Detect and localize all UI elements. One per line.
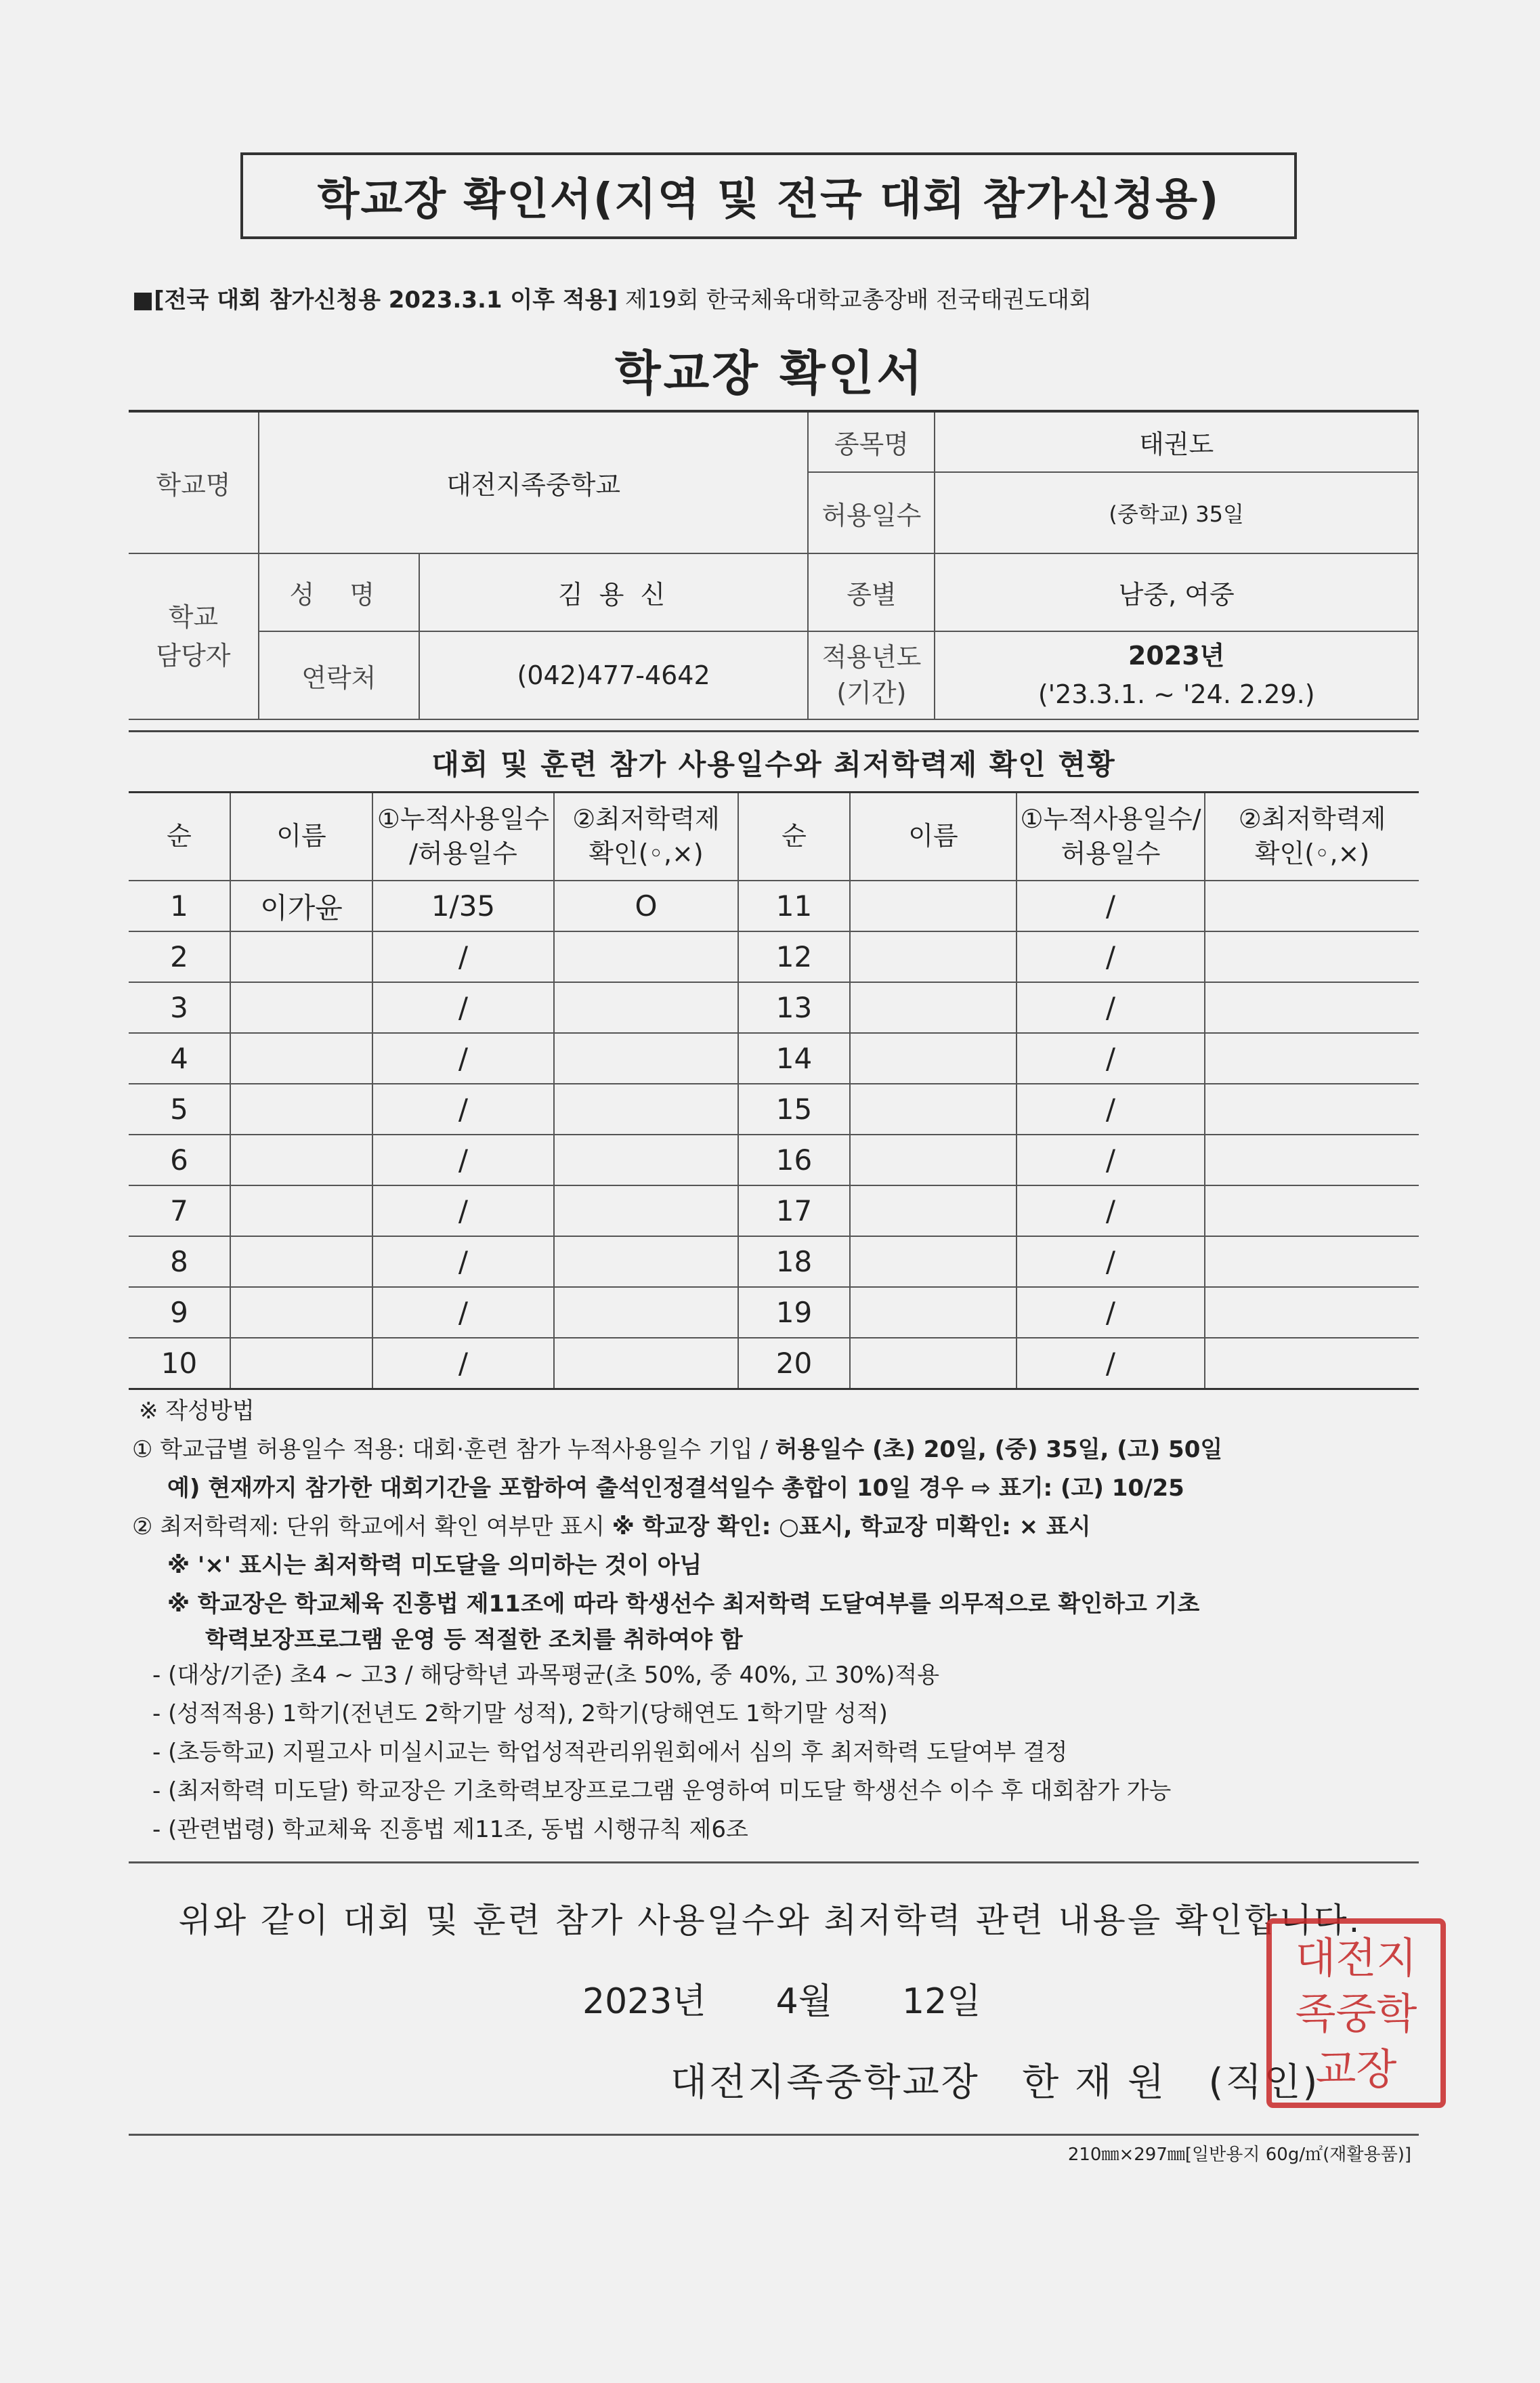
school-info-table (129, 410, 1419, 720)
row-check (554, 1236, 738, 1287)
row-days: / (1017, 1084, 1205, 1135)
header-name: 이름 (850, 793, 1017, 881)
row-no: 13 (738, 982, 850, 1033)
row-check (1205, 1185, 1419, 1236)
detail-2: - (성적적용) 1학기(전년도 2학기말 성적), 2학기(당해연도 1학기말 성적) (152, 1700, 888, 1727)
category-label: 종별 (808, 553, 935, 631)
row-no: 11 (738, 881, 850, 931)
signing-date (582, 1973, 981, 2023)
form-subheading (132, 281, 1092, 314)
school-name-value: 대전지족중학교 (259, 411, 809, 553)
row-days: / (1017, 1135, 1205, 1185)
year-value: 2023년 (1128, 641, 1225, 671)
note-1 (132, 1431, 1419, 1469)
row-check (554, 1135, 738, 1185)
row-no: 4 (129, 1033, 230, 1084)
row-no: 17 (738, 1185, 850, 1236)
school-name-label: 학교명 (129, 411, 259, 553)
document-title: 학교장 확인서 (614, 345, 926, 401)
row-days: / (1017, 982, 1205, 1033)
header-no: 순 (129, 793, 230, 881)
official-seal-text: 대전지족중학교장 (1295, 1933, 1417, 2094)
row-check (554, 1084, 738, 1135)
row-no: 18 (738, 1236, 850, 1287)
row-no: 6 (129, 1135, 230, 1185)
bottom-divider (129, 2134, 1419, 2136)
row-days: / (372, 1033, 554, 1084)
row-check (1205, 1084, 1419, 1135)
note-3: ※ '×' 표시는 최저학력 미도달을 의미하는 것이 아님 (167, 1552, 702, 1579)
manager-name-value: 김 용 신 (419, 553, 809, 631)
row-name (230, 1084, 372, 1135)
contact-value: (042)477-4642 (419, 631, 809, 719)
row-days: / (1017, 1287, 1205, 1338)
detail-3: - (초등학교) 지필고사 미실시교는 학업성적관리위원회에서 심의 후 최저학력 도달여부 결정 (152, 1739, 1068, 1766)
row-check (1205, 1287, 1419, 1338)
instructions (132, 1392, 1419, 1849)
row-days: / (1017, 1338, 1205, 1389)
row-name (230, 1236, 372, 1287)
usage-section-title: 대회 및 훈련 참가 사용일수와 최저학력제 확인 현황 (129, 730, 1419, 793)
row-check (1205, 881, 1419, 931)
row-check (1205, 982, 1419, 1033)
note-1-example: 예) 현재까지 참가한 대회기간을 포함하여 출석인정결석일수 총합이 10일 경우 ⇨ 표기: (고) 10/25 (167, 1475, 1184, 1502)
form-title: 학교장 확인서(지역 및 전국 대회 참가신청용) (317, 175, 1220, 225)
row-name (230, 1287, 372, 1338)
row-days: / (372, 982, 554, 1033)
row-check (554, 1185, 738, 1236)
row-check (554, 982, 738, 1033)
note-2-bold: ※ 학교장 확인: ○표시, 학교장 미확인: × 표시 (612, 1513, 1091, 1540)
row-check (554, 1338, 738, 1389)
row-name (230, 1185, 372, 1236)
row-days: / (1017, 1033, 1205, 1084)
row-check (1205, 1338, 1419, 1389)
row-check (1205, 1135, 1419, 1185)
detail-5: - (관련법령) 학교체육 진흥법 제11조, 동법 시행규칙 제6조 (152, 1816, 748, 1843)
form-title-box (240, 152, 1297, 239)
date-month: 4월 (775, 1981, 832, 2022)
note-2 (132, 1508, 1419, 1546)
row-days: / (1017, 1236, 1205, 1287)
row-check (554, 931, 738, 982)
date-day: 12일 (902, 1981, 981, 2022)
row-name (850, 1185, 1017, 1236)
row-no: 3 (129, 982, 230, 1033)
row-check (1205, 1236, 1419, 1287)
row-name (850, 881, 1017, 931)
row-no: 5 (129, 1084, 230, 1135)
row-name (850, 982, 1017, 1033)
name-label: 성 명 (259, 553, 419, 631)
row-days: / (372, 1287, 554, 1338)
header-check: ②최저학력제 확인(◦,×) (554, 793, 738, 881)
table-row (129, 1236, 1419, 1287)
table-row (129, 1185, 1419, 1236)
header-no: 순 (738, 793, 850, 881)
row-days: / (372, 931, 554, 982)
note-1-text: ① 학교급별 허용일수 적용: 대회·훈련 참가 누적사용일수 기입 / (132, 1436, 775, 1463)
usage-table (129, 791, 1419, 1390)
note-1-bold: 허용일수 (초) 20일, (중) 35일, (고) 50일 (775, 1436, 1223, 1463)
row-no: 15 (738, 1084, 850, 1135)
detail-4: - (최저학력 미도달) 학교장은 기초학력보장프로그램 운영하여 미도달 학생선수 이수 후 대회참가 가능 (152, 1777, 1172, 1805)
table-row (129, 1084, 1419, 1135)
table-row (129, 881, 1419, 931)
principal-signature: 대전지족중학교장 한 재 원 (직인) (670, 2061, 1320, 2105)
table-row (129, 1135, 1419, 1185)
row-days: / (372, 1084, 554, 1135)
note-4-cont: 학력보장프로그램 운영 등 적절한 조치를 취하여야 함 (205, 1626, 743, 1653)
row-days: / (372, 1236, 554, 1287)
row-name (850, 1287, 1017, 1338)
row-name: 이가윤 (230, 881, 372, 931)
row-no: 12 (738, 931, 850, 982)
period-value: ('23.3.1. ~ '24. 2.29.) (1038, 679, 1315, 709)
row-name (850, 1033, 1017, 1084)
category-value: 남중, 여중 (935, 553, 1418, 631)
paper-size-note: 210㎜×297㎜[일반용지 60g/㎡(재활용품)] (1067, 2145, 1411, 2165)
row-days: / (372, 1135, 554, 1185)
row-no: 20 (738, 1338, 850, 1389)
row-name (850, 1084, 1017, 1135)
contact-label: 연락처 (259, 631, 419, 719)
confirmation-statement: 위와 같이 대회 및 훈련 참가 사용일수와 최저학력 관련 내용을 확인합니다. (178, 1901, 1362, 1940)
row-name (850, 931, 1017, 982)
row-check (1205, 1033, 1419, 1084)
row-no: 19 (738, 1287, 850, 1338)
row-check (1205, 931, 1419, 982)
row-name (230, 1338, 372, 1389)
table-row (129, 1033, 1419, 1084)
row-check (554, 1287, 738, 1338)
allowed-days-label: 허용일수 (808, 472, 935, 553)
subhead-event: 제19회 한국체육대학교총장배 전국태권도대회 (624, 287, 1092, 314)
row-name (230, 931, 372, 982)
sport-label: 종목명 (808, 411, 935, 472)
header-name: 이름 (230, 793, 372, 881)
note-4: ※ 학교장은 학교체육 진흥법 제11조에 따라 학생선수 최저학력 도달여부를 의무적으로 확인하고 기초 (167, 1590, 1200, 1618)
allowed-days-value: (중학교) 35일 (935, 472, 1418, 553)
row-no: 9 (129, 1287, 230, 1338)
header-days: ①누적사용일수/ 허용일수 (1017, 793, 1205, 881)
row-check: O (554, 881, 738, 931)
row-name (850, 1338, 1017, 1389)
year-label: 적용년도 (기간) (808, 631, 935, 719)
row-no: 10 (129, 1338, 230, 1389)
row-name (230, 982, 372, 1033)
row-days: / (372, 1338, 554, 1389)
table-row (129, 1338, 1419, 1389)
row-no: 8 (129, 1236, 230, 1287)
header-check: ②최저학력제 확인(◦,×) (1205, 793, 1419, 881)
row-no: 7 (129, 1185, 230, 1236)
row-no: 16 (738, 1135, 850, 1185)
notes-heading: ※ 작성방법 (139, 1397, 255, 1425)
sport-value: 태권도 (935, 411, 1418, 472)
detail-1: - (대상/기준) 초4 ~ 고3 / 해당학년 과목평균(초 50%, 중 40%, 고 30%)적용 (152, 1662, 940, 1689)
subhead-bracket: ■[전국 대회 참가신청용 2023.3.1 이후 적용] (132, 287, 618, 314)
divider (129, 1861, 1419, 1863)
row-name (850, 1236, 1017, 1287)
header-days: ①누적사용일수 /허용일수 (372, 793, 554, 881)
row-name (850, 1135, 1017, 1185)
row-no: 1 (129, 881, 230, 931)
row-days: / (372, 1185, 554, 1236)
row-days: / (1017, 1185, 1205, 1236)
table-row (129, 931, 1419, 982)
date-year: 2023년 (582, 1981, 706, 2022)
table-row (129, 982, 1419, 1033)
row-no: 14 (738, 1033, 850, 1084)
row-name (230, 1135, 372, 1185)
row-name (230, 1033, 372, 1084)
row-days: / (1017, 881, 1205, 931)
note-2-text: ② 최저학력제: 단위 학교에서 확인 여부만 표시 (132, 1513, 612, 1540)
row-no: 2 (129, 931, 230, 982)
manager-label: 학교 담당자 (129, 553, 259, 719)
year-value-cell (935, 631, 1418, 719)
row-days: / (1017, 931, 1205, 982)
row-days: 1/35 (372, 881, 554, 931)
row-check (554, 1033, 738, 1084)
table-row (129, 1287, 1419, 1338)
